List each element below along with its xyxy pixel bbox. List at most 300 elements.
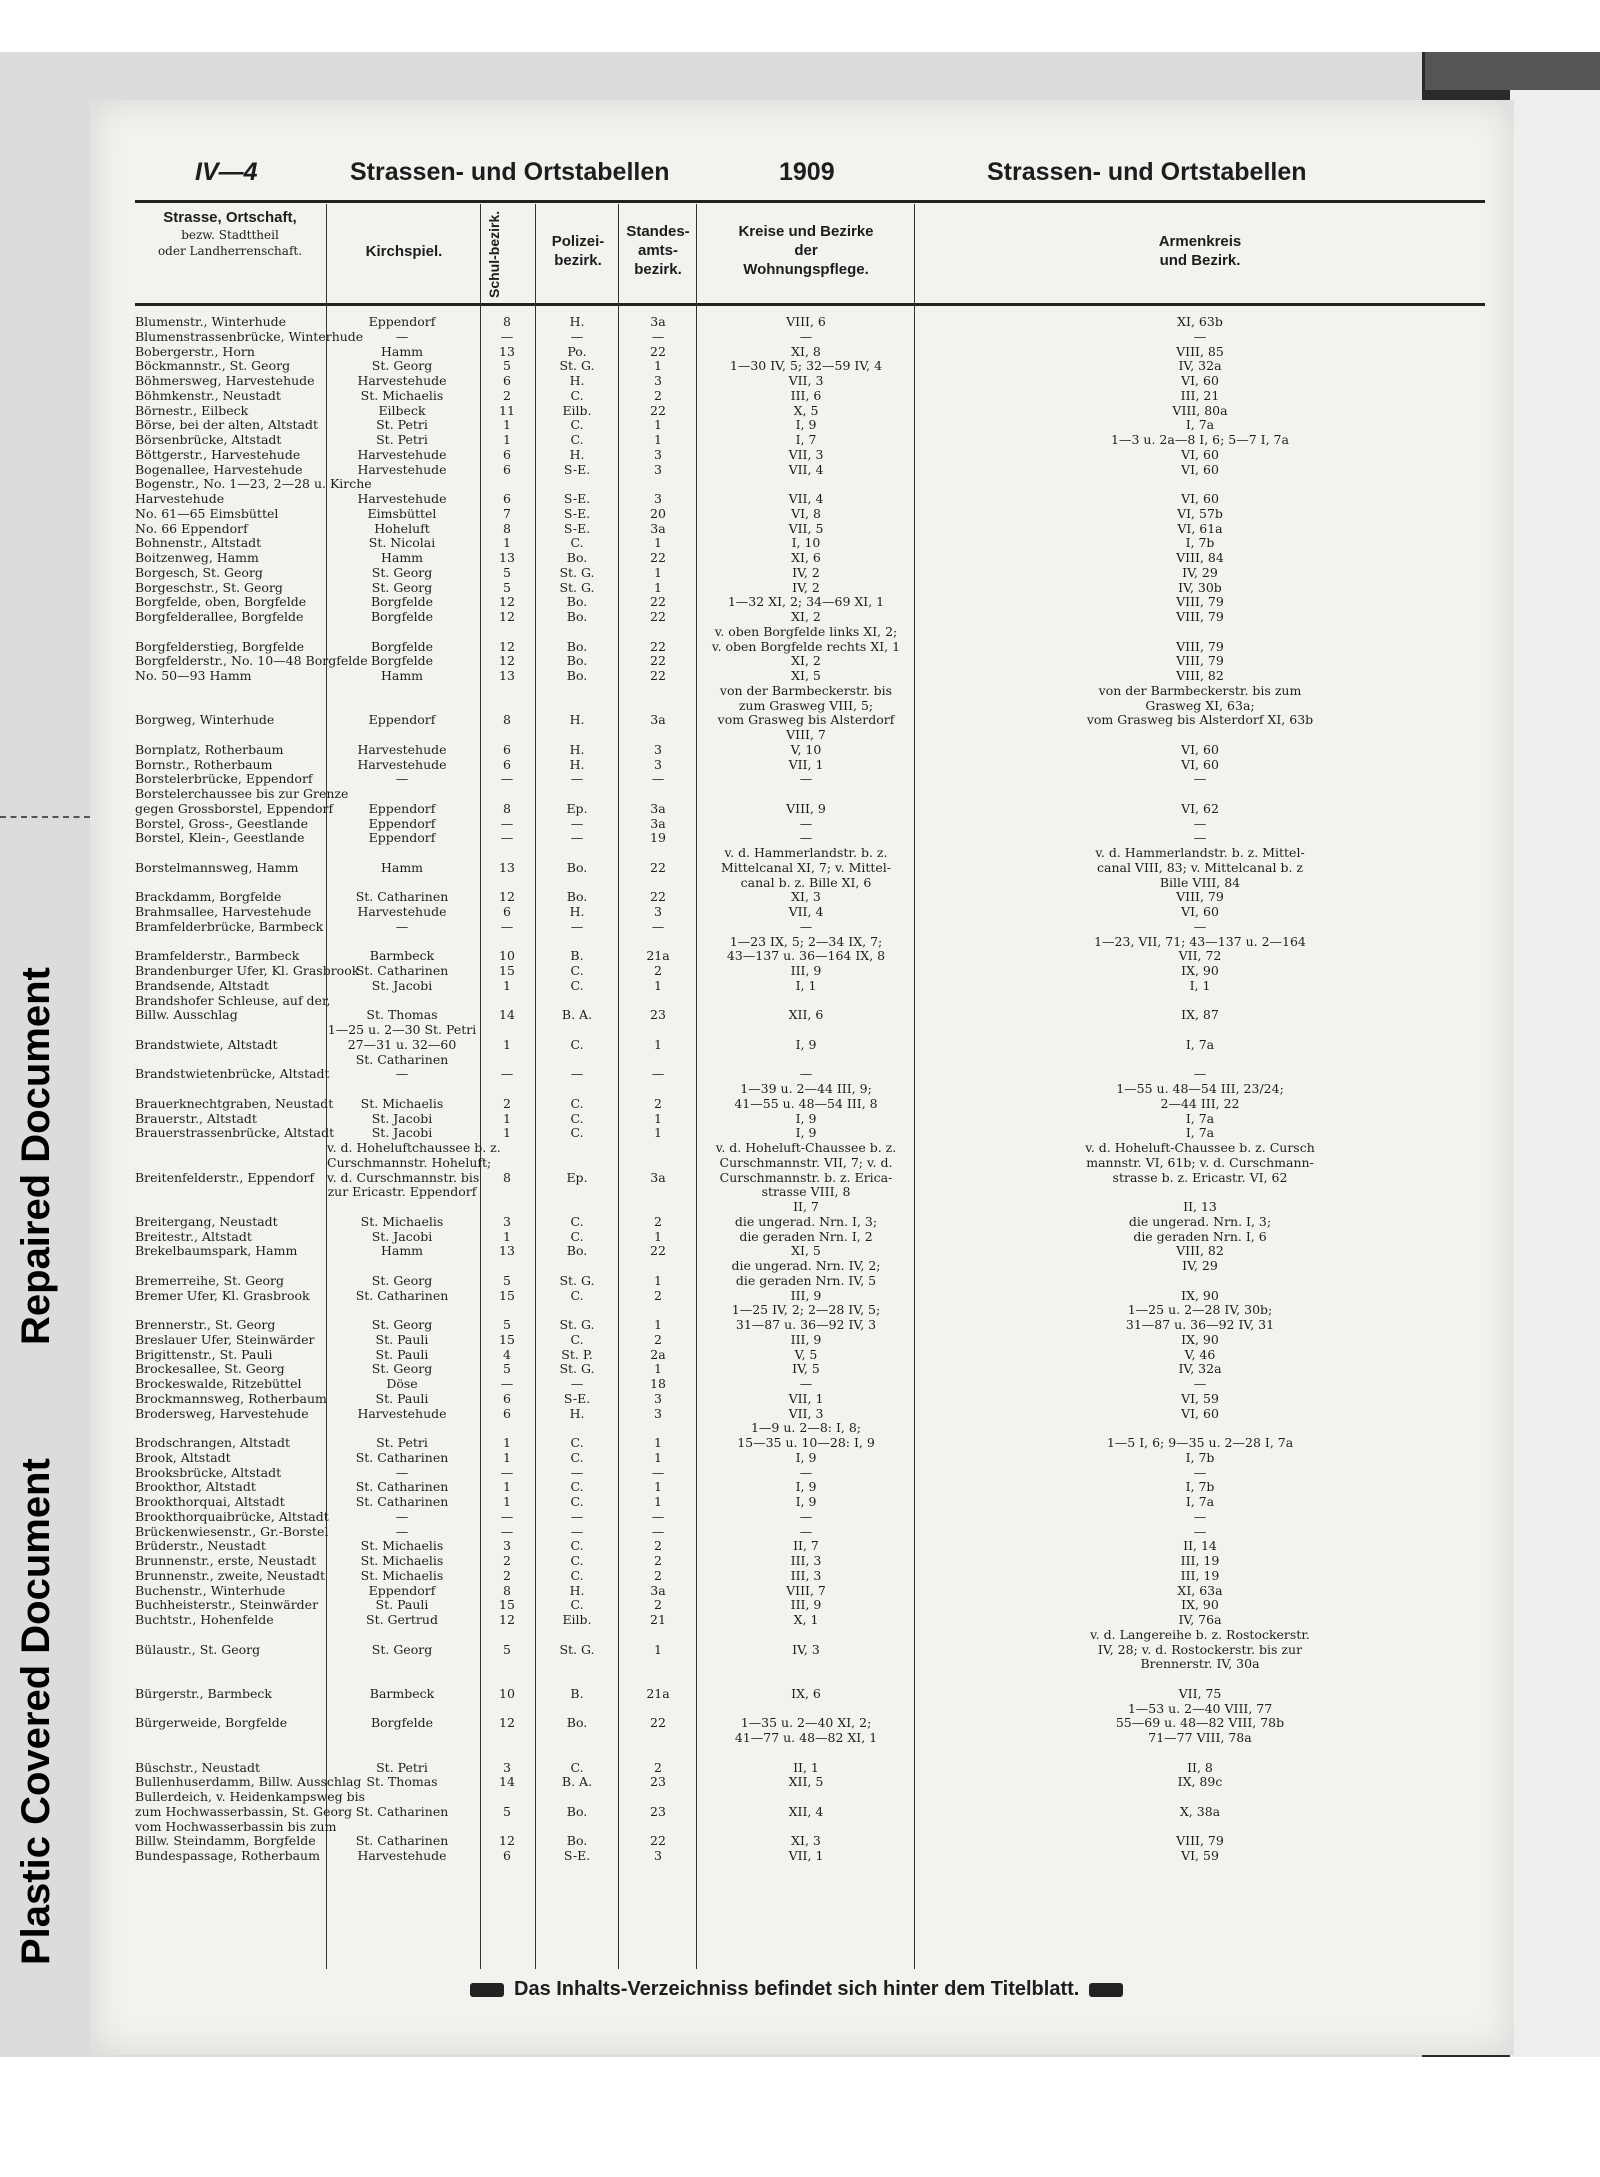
cell-stand: 22: [650, 889, 666, 905]
cell-pol: —: [570, 771, 584, 787]
pointing-hand-icon: [1089, 1983, 1123, 1997]
repaired-document-label: Repaired Document: [14, 967, 58, 1345]
cell-pol: S-E.: [563, 491, 591, 506]
cell-pol: St. G.: [559, 1641, 595, 1657]
cell-kreis: —: [799, 815, 813, 831]
cell-street: Börse, bei der alten, Altstadt: [135, 417, 318, 433]
cell-schul: 6: [503, 446, 511, 462]
cell-schul: 1: [503, 432, 511, 447]
cell-armen: IV, 29: [1182, 1258, 1218, 1273]
cell-street: Billw. Steindamm, Borgfelde: [135, 1833, 316, 1849]
cell-street: Borstel, Gross-, Geestlande: [135, 815, 309, 831]
cell-street: Brandstwiete, Altstadt: [135, 1036, 278, 1052]
cell-stand: 3a: [650, 520, 666, 536]
cell-street: Borgfelderstieg, Borgfelde: [135, 638, 304, 654]
table-row: [135, 1687, 1485, 1702]
cell-kirch: St. Jacobi: [371, 1110, 433, 1126]
cell-kreis: von der Barmbeckerstr. bis: [719, 682, 893, 698]
cell-schul: 5: [503, 579, 511, 595]
table-row: [135, 1525, 1485, 1540]
scan-edge-top: [1425, 52, 1600, 90]
cell-street: Bogenstr., No. 1—23, 2—28 u. Kirche: [135, 476, 372, 492]
table-row: [135, 831, 1485, 846]
cell-armen: VIII, 82: [1176, 1243, 1224, 1259]
cell-armen: I, 7b: [1185, 1449, 1215, 1465]
cell-kirch: Eppendorf: [368, 815, 436, 831]
cell-kirch: St. Jacobi: [371, 1125, 433, 1141]
table-row: [135, 713, 1485, 728]
cell-schul: —: [500, 1464, 514, 1480]
cell-kreis: VII, 3: [788, 446, 824, 462]
table-row: [135, 640, 1485, 655]
cell-schul: 12: [499, 1715, 515, 1731]
table-row: [135, 699, 1485, 714]
scan-adjacent-page: [1510, 90, 1600, 2057]
header-kirchspiel: Kirchspiel.: [365, 243, 443, 260]
cell-kreis: XI, 3: [791, 1833, 821, 1849]
cell-stand: 2: [654, 1538, 662, 1554]
cell-stand: 3: [654, 904, 662, 919]
cell-stand: 2: [654, 1597, 662, 1613]
cell-pol: S-E.: [563, 461, 591, 477]
cell-street: Buchtstr., Hohenfelde: [135, 1612, 274, 1627]
cell-kreis: I, 9: [795, 1125, 817, 1141]
cell-stand: 1: [654, 535, 662, 551]
cell-schul: 6: [503, 1405, 511, 1421]
cell-street: Bremer Ufer, Kl. Grasbrook: [135, 1287, 310, 1303]
cell-kreis: I, 9: [795, 1036, 817, 1052]
cell-kreis: canal b. z. Bille XI, 6: [740, 874, 872, 890]
cell-armen: —: [1193, 1066, 1207, 1082]
cell-street: Borgfelde, oben, Borgfelde: [135, 594, 307, 610]
cell-pol: H.: [569, 446, 585, 462]
cell-street: Brooksbrücke, Altstadt: [135, 1464, 282, 1480]
cell-armen: II, 14: [1183, 1538, 1217, 1554]
cell-pol: H.: [569, 314, 585, 329]
cell-kreis: XI, 5: [791, 1243, 821, 1259]
cell-pol: B. A.: [561, 1007, 593, 1023]
table-row: [135, 1215, 1485, 1230]
cell-pol: —: [570, 1464, 584, 1480]
cell-armen: VI, 60: [1181, 741, 1219, 757]
cell-pol: H.: [569, 741, 585, 757]
cell-kreis: VIII, 6: [786, 314, 826, 329]
cell-stand: 1: [654, 977, 662, 993]
year: 1909: [779, 158, 835, 186]
cell-pol: St. G.: [559, 564, 595, 580]
cell-armen: —: [1193, 815, 1207, 831]
cell-stand: 3a: [650, 314, 666, 329]
cell-kreis: VIII, 7: [786, 727, 826, 742]
cell-pol: —: [570, 1376, 584, 1391]
table-row: [135, 1097, 1485, 1112]
table-row: [135, 345, 1485, 360]
cell-stand: 23: [650, 1774, 666, 1790]
cell-pol: Bo.: [566, 550, 588, 565]
cell-schul: —: [500, 1376, 514, 1391]
cell-stand: 22: [650, 343, 666, 359]
cell-kreis: v. oben Borgfelde rechts XI, 1: [711, 638, 901, 654]
cell-pol: St. G.: [559, 1361, 595, 1377]
cell-kreis: I, 7: [795, 432, 817, 447]
cell-street: Billw. Ausschlag: [135, 1007, 238, 1023]
table-row: [135, 315, 1485, 330]
cell-pol: Bo.: [566, 638, 588, 654]
table-row: [135, 463, 1485, 478]
cell-stand: 23: [650, 1007, 666, 1023]
table-row: [135, 1702, 1485, 1717]
cell-kreis: I, 10: [791, 535, 821, 551]
cell-kirch: Harvestehude: [357, 904, 447, 919]
cell-street: Borstelerbrücke, Eppendorf: [135, 771, 313, 787]
cell-armen: 1—3 u. 2a—8 I, 6; 5—7 I, 7a: [1111, 432, 1289, 447]
cell-stand: 3: [654, 741, 662, 757]
cell-pol: St. P.: [561, 1346, 593, 1362]
cell-schul: 1: [503, 1479, 511, 1495]
cell-pol: H.: [569, 904, 585, 919]
cell-schul: 8: [503, 800, 511, 816]
cell-kreis: III, 9: [790, 1597, 822, 1613]
cell-armen: I, 7b: [1185, 1479, 1215, 1495]
cell-street: Borgweg, Winterhude: [135, 712, 275, 728]
cell-kirch: St. Georg: [371, 1272, 433, 1288]
cell-stand: 1: [654, 432, 662, 447]
cell-armen: IX, 87: [1181, 1007, 1219, 1023]
cell-stand: 1: [654, 1641, 662, 1657]
cell-kirch: Harvestehude: [357, 1848, 447, 1863]
cell-armen: 1—55 u. 48—54 III, 23/24;: [1116, 1081, 1284, 1096]
cell-pol: S-E.: [563, 520, 591, 536]
cell-pol: C.: [570, 1759, 584, 1775]
cell-kreis: II, 1: [793, 1759, 819, 1775]
cell-armen: IV, 28; v. d. Rostockerstr. bis zur: [1097, 1641, 1303, 1657]
cell-kirch: Hamm: [380, 550, 424, 565]
cell-schul: 8: [503, 520, 511, 536]
cell-pol: —: [570, 918, 584, 934]
table-row: [135, 1584, 1485, 1599]
cell-street: Bundespassage, Rotherbaum: [135, 1848, 320, 1863]
table-row: [135, 625, 1485, 640]
table-row: [135, 1392, 1485, 1407]
cell-schul: 15: [499, 1287, 515, 1303]
cell-stand: 3a: [650, 800, 666, 816]
table-row: [135, 935, 1485, 950]
cell-kreis: VII, 4: [788, 904, 824, 919]
cell-armen: III, 19: [1180, 1567, 1220, 1583]
cell-schul: 6: [503, 491, 511, 506]
cell-stand: 1: [654, 1361, 662, 1377]
table-row: [135, 1731, 1485, 1746]
cell-street: Bohnenstr., Altstadt: [135, 535, 262, 551]
cell-pol: —: [570, 830, 584, 846]
cell-street: Brodersweg, Harvestehude: [135, 1405, 309, 1421]
cell-pol: S-E.: [563, 1390, 591, 1406]
cell-kirch: Harvestehude: [357, 373, 447, 388]
cell-pol: C.: [570, 1567, 584, 1583]
cell-street: Börnestr., Eilbeck: [135, 402, 249, 418]
cell-stand: 22: [650, 653, 666, 669]
cell-pol: C.: [570, 1435, 584, 1450]
table-row: [135, 610, 1485, 625]
cell-schul: 1: [503, 535, 511, 551]
cell-kreis: I, 9: [795, 417, 817, 433]
cell-street: Brahmsallee, Harvestehude: [135, 904, 312, 919]
cell-stand: 1: [654, 1494, 662, 1509]
cell-kirch: St. Michaelis: [360, 387, 444, 403]
cell-kirch: —: [395, 771, 409, 787]
cell-stand: 19: [650, 830, 666, 846]
cell-street: Brennerstr., St. Georg: [135, 1317, 276, 1332]
cell-street: Borstelmannsweg, Hamm: [135, 859, 299, 875]
cell-pol: C.: [570, 1449, 584, 1465]
cell-street: Brandshofer Schleuse, auf der,: [135, 992, 331, 1008]
cell-kreis: III, 3: [790, 1567, 822, 1583]
cell-pol: C.: [570, 1036, 584, 1052]
cell-street: Harvestehude: [135, 491, 225, 506]
cell-stand: —: [651, 1464, 665, 1480]
cell-kirch: St. Catharinen: [355, 1449, 449, 1465]
cell-kirch: Borgfelde: [370, 594, 434, 610]
cell-schul: 2: [503, 1553, 511, 1568]
cell-kirch: St. Georg: [371, 1361, 433, 1377]
table-row: [135, 994, 1485, 1009]
cell-armen: XI, 63b: [1177, 314, 1223, 329]
cell-schul: —: [500, 918, 514, 934]
cell-kirch: Borgfelde: [370, 638, 434, 654]
table-row: [135, 1348, 1485, 1363]
cell-kreis: 1—32 XI, 2; 34—69 XI, 1: [727, 594, 885, 610]
table-row: [135, 1569, 1485, 1584]
cell-stand: 21a: [646, 948, 670, 964]
table-row: [135, 1451, 1485, 1466]
cell-stand: —: [651, 1523, 665, 1539]
cell-street: Brackdamm, Borgfelde: [135, 889, 282, 905]
table-row: [135, 1761, 1485, 1776]
cell-stand: 2: [654, 1759, 662, 1775]
cell-schul: 1: [503, 1110, 511, 1126]
cell-kirch: v. d. Curschmannstr. bis: [327, 1169, 480, 1185]
cell-pol: Bo.: [566, 859, 588, 875]
table-row: [135, 1303, 1485, 1318]
cell-stand: 1: [654, 1449, 662, 1465]
cell-kirch: Harvestehude: [357, 741, 447, 757]
cell-kirch: St. Jacobi: [371, 977, 433, 993]
cell-kirch: —: [395, 1508, 409, 1524]
cell-pol: C.: [570, 1479, 584, 1495]
running-title-right: Strassen- und Ortstabellen: [987, 158, 1307, 186]
cell-street: Brauerstrassenbrücke, Altstadt: [135, 1125, 335, 1141]
table-row: [135, 654, 1485, 669]
cell-kirch: Eppendorf: [368, 712, 436, 728]
table-row: [135, 1820, 1485, 1835]
cell-kirch: St. Thomas: [366, 1007, 438, 1023]
cell-kreis: XI, 6: [791, 550, 821, 565]
cell-armen: VI, 62: [1181, 800, 1219, 816]
cell-kirch: St. Catharinen: [355, 889, 449, 905]
cell-kreis: 1—23 IX, 5; 2—34 IX, 7;: [729, 933, 883, 949]
cell-armen: v. d. Langereihe b. z. Rostockerstr.: [1090, 1626, 1310, 1642]
cell-pol: C.: [570, 1597, 584, 1613]
cell-stand: 1: [654, 1435, 662, 1450]
cell-armen: IV, 76a: [1178, 1612, 1222, 1627]
cell-street: Blumenstr., Winterhude: [135, 314, 287, 329]
table-row: [135, 1067, 1485, 1082]
table-row: [135, 359, 1485, 374]
cell-armen: von der Barmbeckerstr. bis zum: [1098, 682, 1302, 698]
cell-kirch: St. Pauli: [375, 1346, 429, 1362]
cell-armen: I, 7a: [1185, 1494, 1215, 1509]
cell-kreis: III, 9: [790, 1331, 822, 1347]
header-polizei: Polizei- bezirk.: [551, 233, 605, 269]
cell-schul: —: [500, 830, 514, 846]
cell-kirch: zur Ericastr. Eppendorf: [327, 1184, 477, 1200]
cell-kirch: St. Georg: [371, 358, 433, 374]
cell-armen: VIII, 84: [1176, 550, 1224, 565]
cell-kreis: strasse VIII, 8: [761, 1184, 851, 1200]
cell-armen: 55—69 u. 48—82 VIII, 78b: [1115, 1715, 1285, 1731]
cell-stand: 22: [650, 550, 666, 565]
table-row: [135, 1362, 1485, 1377]
table-row: [135, 1643, 1485, 1658]
table-row: [135, 684, 1485, 699]
cell-schul: 12: [499, 1833, 515, 1849]
cell-kreis: IV, 3: [792, 1641, 820, 1657]
table-row: [135, 876, 1485, 891]
cell-armen: canal VIII, 83; v. Mittelcanal b. z: [1096, 859, 1304, 875]
cell-pol: Bo.: [566, 1833, 588, 1849]
cell-pol: C.: [570, 1538, 584, 1554]
cell-stand: —: [651, 1066, 665, 1082]
cell-schul: 8: [503, 712, 511, 728]
cell-kreis: I, 9: [795, 1494, 817, 1509]
cell-stand: 3: [654, 491, 662, 506]
cell-stand: 2: [654, 1213, 662, 1229]
table-row: [135, 890, 1485, 905]
cell-armen: IX, 90: [1181, 1287, 1219, 1303]
cell-stand: 22: [650, 668, 666, 683]
header-armen: Armenkreis und Bezirk.: [1158, 233, 1242, 269]
cell-schul: 8: [503, 314, 511, 329]
cell-kirch: Eppendorf: [368, 314, 436, 329]
cell-kreis: IV, 2: [792, 579, 820, 595]
cell-stand: 1: [654, 1110, 662, 1126]
cell-stand: 3a: [650, 1582, 666, 1598]
cell-street: Brockesallee, St. Georg: [135, 1361, 285, 1377]
cell-armen: VI, 59: [1181, 1848, 1219, 1863]
cell-schul: 13: [499, 550, 515, 565]
cell-schul: 1: [503, 1435, 511, 1450]
cell-street: Breitergang, Neustadt: [135, 1213, 278, 1229]
cell-street: Borgfelderallee, Borgfelde: [135, 609, 304, 624]
table-row: [135, 1407, 1485, 1422]
cell-street: Borstel, Klein-, Geestlande: [135, 830, 305, 846]
cell-schul: 7: [503, 505, 511, 521]
cell-stand: 3: [654, 1405, 662, 1421]
cell-kirch: 1—25 u. 2—30 St. Petri: [327, 1022, 477, 1037]
cell-armen: IV, 32a: [1178, 1361, 1222, 1377]
cell-street: Brockmannsweg, Rotherbaum: [135, 1390, 327, 1406]
cell-armen: VI, 60: [1181, 446, 1219, 462]
cell-stand: 22: [650, 402, 666, 418]
cell-street: Blumenstrassenbrücke, Winterhude: [135, 328, 364, 344]
cell-schul: 1: [503, 417, 511, 433]
cell-schul: 12: [499, 1612, 515, 1627]
cell-schul: 5: [503, 1641, 511, 1657]
header-schulbezirk: Schul-bezirk.: [486, 210, 502, 298]
cell-armen: VIII, 79: [1176, 609, 1224, 624]
cell-kreis: VIII, 7: [786, 1582, 826, 1598]
cell-stand: —: [651, 1508, 665, 1524]
cell-street: Brekelbaumspark, Hamm: [135, 1243, 298, 1259]
cell-kreis: XII, 6: [788, 1007, 824, 1023]
table-row: [135, 1289, 1485, 1304]
divider: [0, 816, 90, 818]
cell-kirch: St. Petri: [376, 1435, 428, 1450]
table-row: [135, 1746, 1485, 1761]
cell-armen: 1—25 u. 2—28 IV, 30b;: [1127, 1302, 1273, 1318]
table-row: [135, 1008, 1485, 1023]
cell-armen: VIII, 79: [1176, 889, 1224, 905]
cell-street: No. 66 Eppendorf: [135, 520, 248, 536]
cell-stand: 2: [654, 1553, 662, 1568]
cell-armen: IX, 90: [1181, 1331, 1219, 1347]
cell-kreis: 1—39 u. 2—44 III, 9;: [740, 1081, 872, 1096]
cell-street: Bobergerstr., Horn: [135, 343, 255, 359]
cell-kirch: St. Georg: [371, 1317, 433, 1332]
table-row: [135, 1554, 1485, 1569]
cell-pol: Po.: [567, 343, 587, 359]
cell-kreis: VII, 1: [788, 1390, 824, 1406]
running-head: [135, 158, 1485, 198]
table-row: [135, 802, 1485, 817]
cell-street: Brückenwiesenstr., Gr.-Borstel: [135, 1523, 329, 1539]
cell-street: Borgeschstr., St. Georg: [135, 579, 283, 595]
cell-stand: 3a: [650, 712, 666, 728]
cell-armen: 71—77 VIII, 78a: [1148, 1730, 1252, 1745]
cell-kreis: XI, 5: [791, 668, 821, 683]
cell-kreis: X, 1: [793, 1612, 819, 1627]
table-row: [135, 1849, 1485, 1864]
cell-armen: I, 7a: [1185, 1125, 1215, 1141]
cell-kreis: —: [799, 1464, 813, 1480]
cell-schul: 1: [503, 1228, 511, 1244]
cell-street: Brodschrangen, Altstadt: [135, 1435, 290, 1450]
cell-pol: B.: [570, 948, 584, 964]
cell-schul: 14: [499, 1774, 515, 1790]
cell-pol: H.: [569, 1405, 585, 1421]
cell-kreis: VII, 1: [788, 756, 824, 772]
cell-street: Brandstwietenbrücke, Altstadt: [135, 1066, 330, 1082]
table-row: [135, 1200, 1485, 1215]
cell-kirch: St. Georg: [371, 564, 433, 580]
cell-pol: C.: [570, 387, 584, 403]
cell-schul: 6: [503, 904, 511, 919]
cell-kreis: 43—137 u. 36—164 IX, 8: [726, 948, 886, 964]
table-row: [135, 1834, 1485, 1849]
table-row: [135, 1510, 1485, 1525]
cell-schul: 3: [503, 1213, 511, 1229]
table-row: [135, 1082, 1485, 1097]
cell-street: Böckmannstr., St. Georg: [135, 358, 291, 374]
cell-schul: —: [500, 1066, 514, 1082]
cell-schul: 1: [503, 1449, 511, 1465]
cell-kirch: St. Catharinen: [355, 1051, 449, 1067]
cell-stand: 3: [654, 1848, 662, 1863]
table-row: [135, 772, 1485, 787]
table-row: [135, 979, 1485, 994]
cell-kirch: St. Michaelis: [360, 1567, 444, 1583]
cell-kreis: I, 9: [795, 1479, 817, 1495]
